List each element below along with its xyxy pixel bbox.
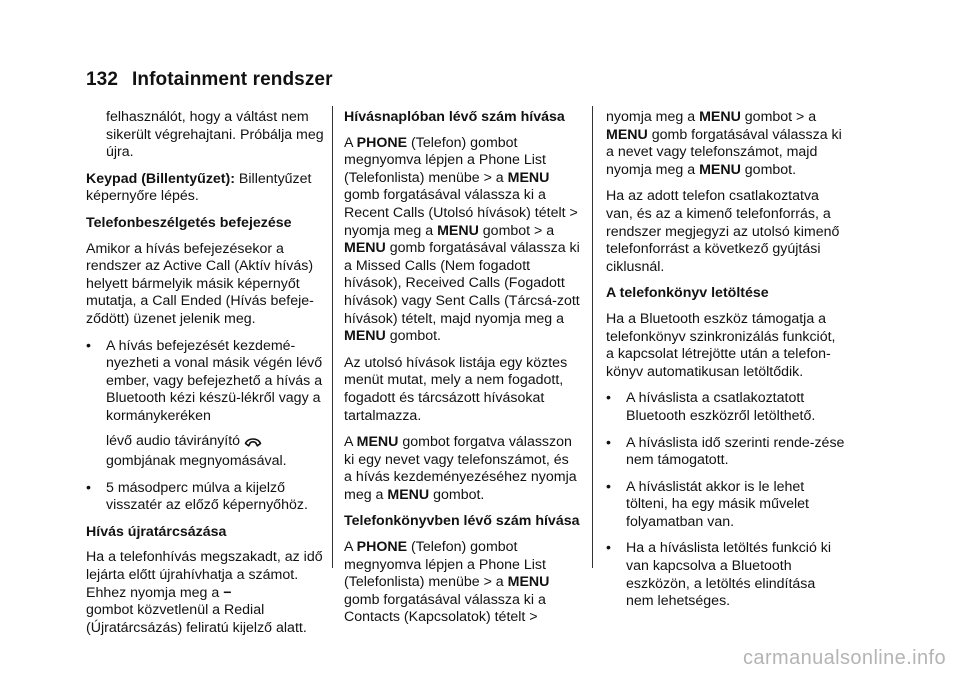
- list-item: • Ha a híváslista letöltés funkció ki van kapcsolva a Bluetooth eszközön, a letöltés elindítása nem lehetséges.: [606, 540, 832, 610]
- column-divider: [592, 106, 593, 568]
- column-divider: [332, 106, 333, 568]
- recent-calls-text: Az utolsó hívások listája egy köztes menüt mutat, mely a nem fogadott, fogadott és tárcsázott hívásokat tartalmazza.: [344, 354, 568, 424]
- watermark: carmanualsonline.info: [743, 647, 946, 669]
- keypad-label: Keypad (Billentyűzet):: [86, 170, 235, 187]
- phone-hangup-icon: [244, 435, 262, 454]
- column-3: [606, 109, 846, 620]
- page-number: 132: [86, 69, 119, 90]
- list-item: • A híváslista a csatlakoztatott Bluetooth eszközről letölthető.: [606, 390, 816, 424]
- keypad-paragraph: Keypad (Billentyűzet): Billentyűzet képernyőre lépés.: [86, 170, 312, 205]
- list-item: • A híváslista idő szerinti rende-zése nem támogatott.: [606, 434, 845, 469]
- phonebook-call-heading: Telefonkönyvben lévő szám hívása: [344, 513, 580, 530]
- continued-text: felhasználót, hogy a váltást nem sikerült végrehajtani. Próbálja meg újra.: [106, 109, 324, 161]
- outgoing-source-text: Ha az adott telefon csatlakoztatva van, és az a kimenő telefonforrás, a rendszer megjegyzi az utolsó kimenő telefonforrást a következő gyújtási ciklusnál.: [606, 188, 840, 275]
- redial-heading: Hívás újratárcsázása: [86, 523, 227, 540]
- end-call-heading: Telefonbeszélgetés befejezése: [86, 214, 292, 231]
- minus-symbol: −: [223, 584, 232, 601]
- section-title: Infotainment rendszer: [132, 69, 333, 90]
- call-log-steps: A PHONE (Telefon) gombot megnyomva lépjen a Phone List (Telefonlista) menübe > a MENU gomb forgatásával válassza ki a Recent Calls (Utolsó hívások) tételt > nyomja meg a MENU gombot > a MENU gomb forgatásával válassza ki a Missed Calls (Nem fogadott hívások), Received Calls (Fogadott hívások) vagy Sent Calls (Tárcsá-zott hívások) tételt, majd nyomja meg a MENU gombot.: [344, 134, 580, 345]
- list-item: • 5 másodperc múlva a kijelző visszatér az előző képernyőhöz.: [86, 479, 308, 514]
- call-log-heading: Hívásnaplóban lévő szám hívása: [344, 109, 565, 125]
- phonebook-steps: A PHONE (Telefon) gombot megnyomva lépjen a Phone List (Telefonlista) menübe > a MENU gomb forgatásával válassza ki a Contacts (Kapcsolatok) tételt >: [344, 539, 550, 626]
- column-2: [344, 109, 580, 636]
- end-call-text: Amikor a hívás befejezésekor a rendszer az Active Call (Aktív hívás) helyett bármelyik másik képernyőt mutatja, a Call Ended (Hívás befeje-ződött) üzenet jelenik meg.: [86, 240, 314, 327]
- page-header: [86, 69, 333, 91]
- list-item: • A híváslistát akkor is le lehet tölteni, ha egy másik művelet folyamatban van.: [606, 478, 809, 530]
- list-item: • A hívás befejezését kezdemé-nyezheti a vonal másik végén lévő ember, vagy befejezhető a hívás a Bluetooth kézi készü-lékről vagy a kormánykeréken lévő audio távirányító gombjának megnyomásával.: [86, 337, 323, 470]
- menu-select-text: A MENU gombot forgatva válasszon ki egy nevet vagy telefonszámot, és a hívás kezdeményezéséhez nyomja meg a MENU gombot.: [344, 434, 577, 503]
- column-1: [86, 109, 326, 646]
- phonebook-download-text: Ha a Bluetooth eszköz támogatja a telefonkönyv szinkronizálás funkciót, a kapcsolat létrejötte után a telefon-könyv automatikusan letöltődik.: [606, 310, 836, 380]
- phonebook-steps-cont: nyomja meg a MENU gombot > a MENU gomb forgatásával válassza ki a nevet vagy telefonszámot, majd nyomja meg a MENU gombot.: [606, 109, 842, 178]
- redial-text: Ha a telefonhívás megszakadt, az idő lejárta előtt újrahívhatja a számot. Ehhez nyomja meg a − gombot közvetlenül a Redial (Újratárcsázás) feliratú kijelző alatt.: [86, 549, 323, 636]
- phonebook-download-heading: A telefonkönyv letöltése: [606, 285, 769, 302]
